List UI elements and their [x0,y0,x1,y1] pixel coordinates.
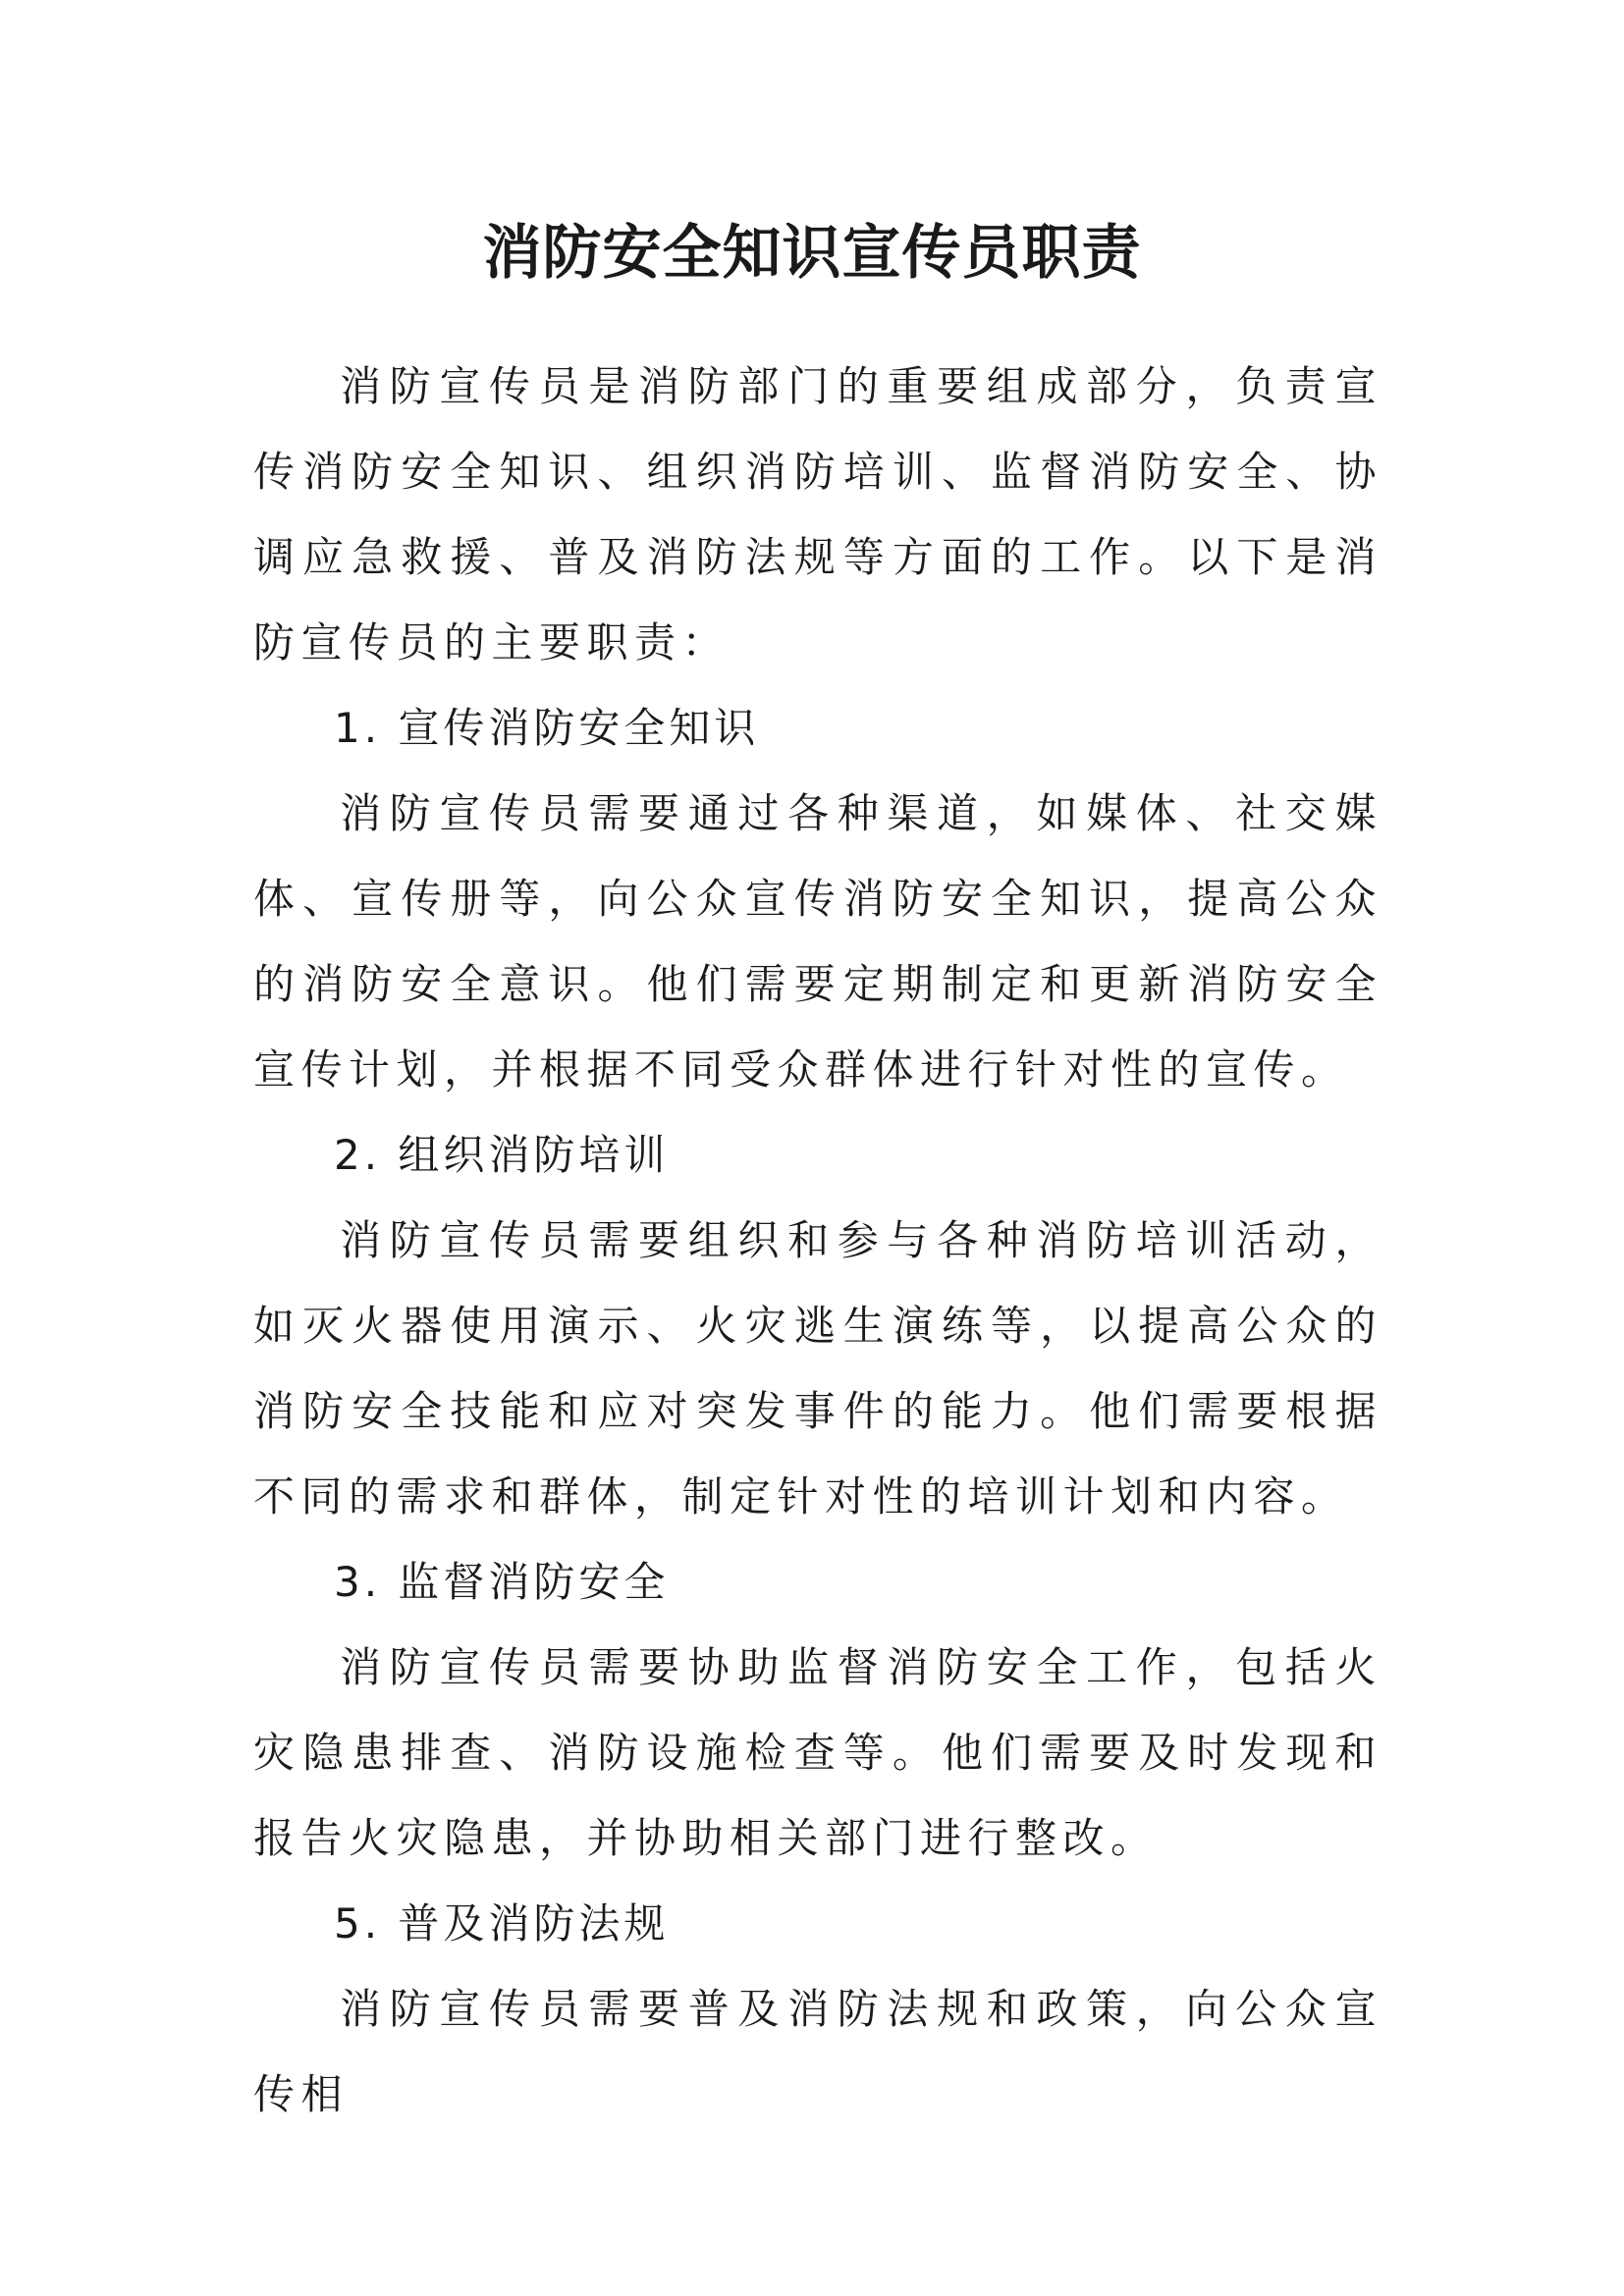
document-body [253,344,1382,2137]
section-heading-2: 2. 组织消防培训 [334,1131,670,1179]
section-heading-5: 5. 普及消防法规 [334,1899,670,1948]
section-heading-3: 3. 监督消防安全 [334,1558,670,1606]
page-title: 消防安全知识宣传员职责 [482,219,1142,288]
section-body-5: 消防宣传员需要普及消防法规和政策，向公众宣传相 [253,1985,1382,2118]
intro-paragraph: 消防宣传员是消防部门的重要组成部分，负责宣传消防安全知识、组织消防培训、监督消防安全、协调应急救援、普及消防法规等方面的工作。以下是消防宣传员的主要职责： [253,362,1382,667]
section-body-1: 消防宣传员需要通过各种渠道，如媒体、社交媒体、宣传册等，向公众宣传消防安全知识，提高公众的消防安全意识。他们需要定期制定和更新消防安全宣传计划，并根据不同受众群体进行针对性的宣传。 [253,789,1382,1094]
section-heading-1: 1. 宣传消防安全知识 [334,704,760,752]
section-body-2: 消防宣传员需要组织和参与各种消防培训活动，如灭火器使用演示、火灾逃生演练等，以提高公众的消防安全技能和应对突发事件的能力。他们需要根据不同的需求和群体，制定针对性的培训计划和内容。 [253,1216,1382,1521]
section-body-3: 消防宣传员需要协助监督消防安全工作，包括火灾隐患排查、消防设施检查等。他们需要及时发现和报告火灾隐患，并协助相关部门进行整改。 [253,1643,1382,1862]
